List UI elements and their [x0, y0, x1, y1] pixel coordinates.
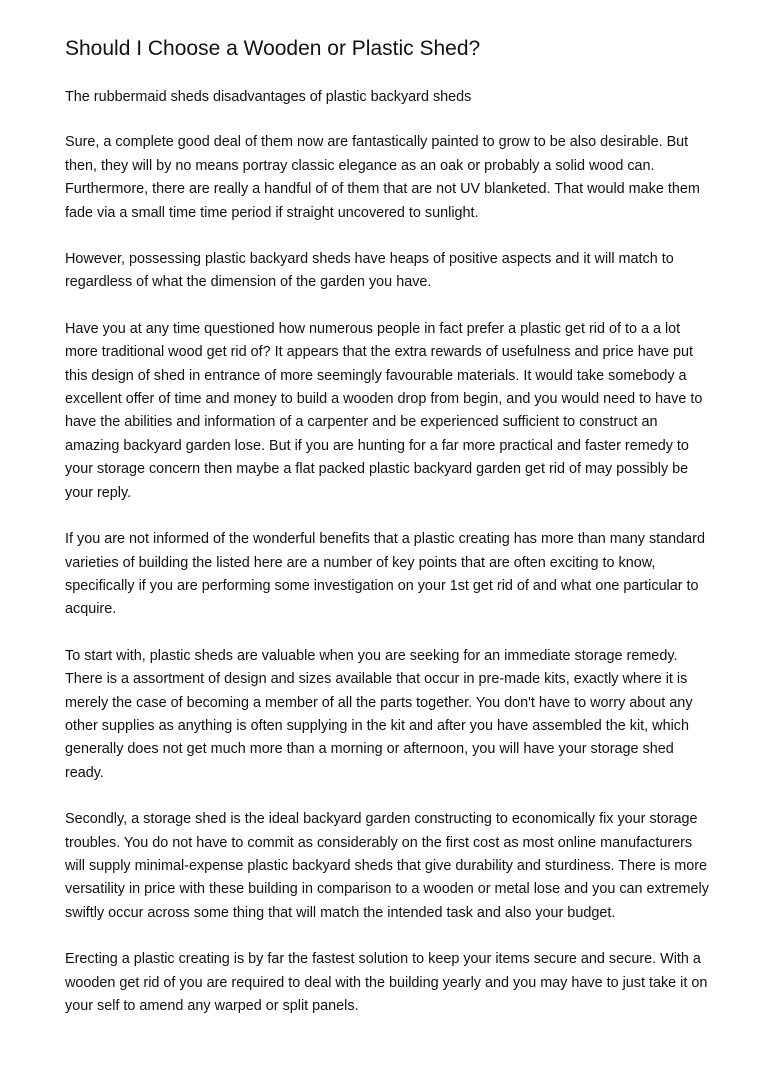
- paragraph-6: Secondly, a storage shed is the ideal backyard garden constructing to economically fix your storage troubles. You do not have to commit as considerably on the first cost as most online manufacturers will supply minimal-expense plastic backyard sheds that give durability and sturdiness. There is more versatility in price with these building in comparison to a wooden or metal lose and you can extremely swiftly occur across some thing that will match the intended task and also your budget.: [65, 811, 709, 921]
- document-title: Should I Choose a Wooden or Plastic Shed?: [65, 37, 481, 60]
- paragraph-3: Have you at any time questioned how numerous people in fact prefer a plastic get rid of to a a lot more traditional wood get rid of? It appears that the extra rewards of usefulness and price have put this design of shed in entrance of more seemingly favourable materials. It would take somebody a excellent offer of time and money to build a wooden drop from begin, and you would need to have to have the abilities and information of a carpenter and be experienced sufficient to construct an amazing backyard garden lose. But if you are hunting for a far more practical and faster remedy to your storage concern then maybe a flat packed plastic backyard garden get rid of may possibly be your reply.: [65, 320, 703, 501]
- paragraph-5: To start with, plastic sheds are valuable when you are seeking for an immediate storage remedy. There is a assortment of design and sizes available that occur in pre-made kits, exactly where it is merely the case of becoming a member of all the parts together. You don't have to worry about any other supplies as anything is often supplying in the kit and after you have assembled the kit, which generally does not get much more than a morning or afternoon, you will have your storage shed ready.: [65, 647, 693, 781]
- document-subtitle: The rubbermaid sheds disadvantages of plastic backyard sheds: [65, 89, 472, 105]
- paragraph-2: However, possessing plastic backyard sheds have heaps of positive aspects and it will match to regardless of what the dimension of the garden you have.: [65, 251, 674, 291]
- paragraph-4: If you are not informed of the wonderful benefits that a plastic creating has more than many standard varieties of building the listed here are a number of key points that are often exciting to know, specifically if you are performing some investigation on your 1st get rid of and what one particular to acquire.: [65, 531, 705, 618]
- paragraph-7: Erecting a plastic creating is by far the fastest solution to keep your items secure and secure. With a wooden get rid of you are required to deal with the building yearly and you may have to just take it on your self to amend any warped or split panels.: [65, 951, 708, 1014]
- paragraph-1: Sure, a complete good deal of them now are fantastically painted to grow to be also desirable. But then, they will by no means portray classic elegance as an oak or probably a solid wood can. Furthermore, there are really a handful of of them that are not UV blanketed. That would make them fade via a small time time period if straight uncovered to sunlight.: [65, 134, 700, 221]
- document-page: [65, 34, 715, 1041]
